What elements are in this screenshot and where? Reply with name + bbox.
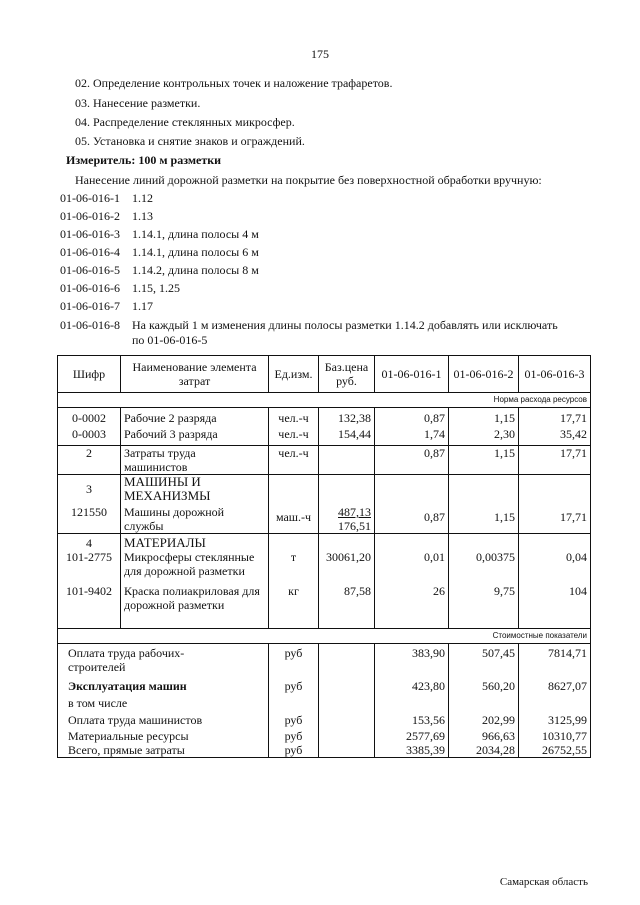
code-item — [60, 281, 180, 296]
cell-value: 9,75 — [449, 578, 519, 629]
table-header — [58, 356, 591, 393]
cell-value: 17,71 — [519, 503, 591, 534]
cell-unit: чел.-ч — [269, 408, 319, 427]
cell-unit: руб — [269, 727, 319, 743]
name-line: службы — [124, 519, 164, 533]
col-header-code: Шифр — [58, 356, 121, 393]
col-header-unit: Ед.изм. — [269, 356, 319, 393]
name-line: строителей — [68, 660, 126, 674]
code-desc: 1.14.1, длина полосы 6 м — [132, 245, 259, 259]
name-line: для дорожной разметки — [124, 564, 245, 578]
cell-price — [319, 503, 375, 534]
cell-value: 0,04 — [519, 550, 591, 578]
cell-value: 26 — [375, 578, 449, 629]
cell-value: 966,63 — [449, 727, 519, 743]
cell-unit: чел.-ч — [269, 446, 319, 475]
cell-value: 3125,99 — [519, 710, 591, 727]
code-item — [60, 299, 153, 314]
code-item — [60, 227, 259, 242]
cell-price: 132,38 — [319, 408, 375, 427]
cell-value — [449, 475, 519, 504]
cost-row — [58, 644, 591, 675]
cell-code: 0-0003 — [58, 427, 121, 446]
cell-value: 560,20 — [449, 674, 519, 710]
cell-unit: т — [269, 550, 319, 578]
resource-table — [57, 355, 591, 758]
col-header-name: Наименование элемента затрат — [121, 356, 269, 393]
cell-price: 87,58 — [319, 578, 375, 629]
code-desc: На каждый 1 м изменения длины полосы разметки 1.14.2 добавлять или исключать — [132, 318, 558, 332]
cost-caption: Стоимостные показатели — [58, 629, 591, 644]
code-number: 01-06-016-2 — [60, 209, 120, 223]
code-desc: 1.13 — [132, 209, 153, 223]
cell-value: 1,15 — [449, 503, 519, 534]
name-line: машинистов — [124, 460, 188, 474]
region-footer: Самарская область — [499, 876, 588, 888]
step-item: 05. Установка и снятие знаков и ограждений. — [75, 134, 305, 148]
section-caption-row — [58, 629, 591, 644]
cell-code: 101-2775 — [58, 550, 121, 578]
cell-value: 0,87 — [375, 446, 449, 475]
cost-row — [58, 710, 591, 727]
cell-value: 1,15 — [449, 408, 519, 427]
step-item: 04. Распределение стеклянных микросфер. — [75, 115, 295, 129]
code-number: 01-06-016-4 — [60, 245, 120, 259]
code-desc: 1.15, 1.25 — [132, 281, 180, 295]
cell-value: 202,99 — [449, 710, 519, 727]
cell-value: 8627,07 — [519, 674, 591, 710]
table-row — [58, 534, 591, 551]
code-number: 01-06-016-7 — [60, 299, 120, 313]
cell-value: 2,30 — [449, 427, 519, 446]
name-line: Эксплуатация машин — [68, 679, 187, 693]
meter-heading: Измеритель: 100 м разметки — [66, 153, 222, 167]
cell-code: 4 — [58, 534, 121, 551]
cell-value — [519, 475, 591, 504]
cell-unit — [269, 534, 319, 551]
cell-value — [375, 534, 449, 551]
name-line: в том числе — [68, 696, 128, 710]
cell-name — [121, 503, 269, 534]
cell-unit: маш.-ч — [269, 503, 319, 534]
cell-price — [319, 710, 375, 727]
col-header-variant-1: 01-06-016-1 — [375, 356, 449, 393]
cell-value: 2577,69 — [375, 727, 449, 743]
cell-price: 154,44 — [319, 427, 375, 446]
page-number: 175 — [311, 47, 329, 61]
code-desc: 1.12 — [132, 191, 153, 205]
code-number: 01-06-016-8 — [60, 318, 120, 332]
cell-value: 2034,28 — [449, 743, 519, 758]
code-item — [60, 245, 259, 260]
step-item: 02. Определение контрольных точек и наложение трафаретов. — [75, 76, 393, 90]
cell-cost-name — [58, 674, 269, 710]
cell-value: 0,87 — [375, 503, 449, 534]
cell-unit: кг — [269, 578, 319, 629]
cell-name: Рабочий 3 разряда — [121, 427, 269, 446]
cell-value: 3385,39 — [375, 743, 449, 758]
cell-value: 7814,71 — [519, 644, 591, 675]
cell-code: 101-9402 — [58, 578, 121, 629]
section-caption-row — [58, 393, 591, 408]
cell-value: 17,71 — [519, 446, 591, 475]
name-line: Краска полиакриловая для — [124, 584, 260, 598]
cell-value: 0,01 — [375, 550, 449, 578]
cell-cost-name: Всего, прямые затраты — [58, 743, 269, 758]
cell-price — [319, 446, 375, 475]
name-line: МЕХАНИЗМЫ — [124, 488, 211, 503]
price-line: 176,51 — [338, 519, 371, 533]
cell-price — [319, 727, 375, 743]
cell-value: 1,74 — [375, 427, 449, 446]
table-row — [58, 578, 591, 629]
name-line: Машины дорожной — [124, 505, 225, 519]
cell-price: 30061,20 — [319, 550, 375, 578]
cell-price — [319, 534, 375, 551]
cell-code: 0-0002 — [58, 408, 121, 427]
name-line: МАШИНЫ И — [124, 474, 201, 489]
name-line: Микросферы стеклянные — [124, 550, 255, 564]
intro-text: Нанесение линий дорожной разметки на покрытие без поверхностной обработки вручную: — [75, 173, 542, 187]
cell-price — [319, 644, 375, 675]
cell-value: 26752,55 — [519, 743, 591, 758]
col-header-variant-3: 01-06-016-3 — [519, 356, 591, 393]
code-item — [60, 191, 153, 206]
cost-row — [58, 743, 591, 758]
cell-cost-name — [58, 644, 269, 675]
cell-cost-name: Оплата труда машинистов — [58, 710, 269, 727]
cell-value: 1,15 — [449, 446, 519, 475]
cell-unit: чел.-ч — [269, 427, 319, 446]
cell-code: 3 — [58, 475, 121, 504]
cell-value: 383,90 — [375, 644, 449, 675]
cell-value: 507,45 — [449, 644, 519, 675]
cell-name — [121, 550, 269, 578]
col-header-variant-2: 01-06-016-2 — [449, 356, 519, 393]
cell-unit: руб — [269, 674, 319, 710]
cell-cost-name: Материальные ресурсы — [58, 727, 269, 743]
cell-value — [519, 534, 591, 551]
cell-name: Рабочие 2 разряда — [121, 408, 269, 427]
cell-price — [319, 475, 375, 504]
table-row — [58, 427, 591, 446]
code-item — [60, 209, 153, 224]
cell-name — [121, 578, 269, 629]
cell-price — [319, 743, 375, 758]
table-row — [58, 408, 591, 427]
cell-section-title — [121, 475, 269, 504]
name-line: дорожной разметки — [124, 598, 225, 612]
code-desc: 1.17 — [132, 299, 153, 313]
table-row — [58, 550, 591, 578]
code-number: 01-06-016-1 — [60, 191, 120, 205]
cell-code: 121550 — [58, 503, 121, 534]
name-line: Оплата труда рабочих- — [68, 646, 185, 660]
cost-row — [58, 727, 591, 743]
code-number: 01-06-016-3 — [60, 227, 120, 241]
code-desc: 1.14.2, длина полосы 8 м — [132, 263, 259, 277]
cell-section-title: МАТЕРИАЛЫ — [121, 534, 269, 551]
code-item — [60, 263, 259, 278]
table-row — [58, 475, 591, 504]
cell-value: 423,80 — [375, 674, 449, 710]
cost-row — [58, 674, 591, 710]
code-desc-continued: по 01-06-016-5 — [132, 333, 208, 347]
cell-value: 153,56 — [375, 710, 449, 727]
col-header-price: Баз.цена руб. — [319, 356, 375, 393]
cell-price — [319, 674, 375, 710]
cell-unit: руб — [269, 743, 319, 758]
code-number: 01-06-016-6 — [60, 281, 120, 295]
code-item — [60, 318, 558, 333]
cell-unit: руб — [269, 644, 319, 675]
step-item: 03. Нанесение разметки. — [75, 96, 201, 110]
cell-value — [375, 475, 449, 504]
cell-value: 17,71 — [519, 408, 591, 427]
cell-unit — [269, 475, 319, 504]
norm-caption: Норма расхода ресурсов — [58, 393, 591, 408]
price-line: 487,13 — [338, 505, 371, 519]
cell-value: 35,42 — [519, 427, 591, 446]
cell-unit: руб — [269, 710, 319, 727]
cell-value: 104 — [519, 578, 591, 629]
name-line: Затраты труда — [124, 446, 196, 460]
cell-value: 0,00375 — [449, 550, 519, 578]
cell-value: 0,87 — [375, 408, 449, 427]
code-desc: 1.14.1, длина полосы 4 м — [132, 227, 259, 241]
cell-value: 10310,77 — [519, 727, 591, 743]
table-row — [58, 503, 591, 534]
table-row — [58, 446, 591, 475]
cell-code: 2 — [58, 446, 121, 475]
cell-name — [121, 446, 269, 475]
code-number: 01-06-016-5 — [60, 263, 120, 277]
cell-value — [449, 534, 519, 551]
